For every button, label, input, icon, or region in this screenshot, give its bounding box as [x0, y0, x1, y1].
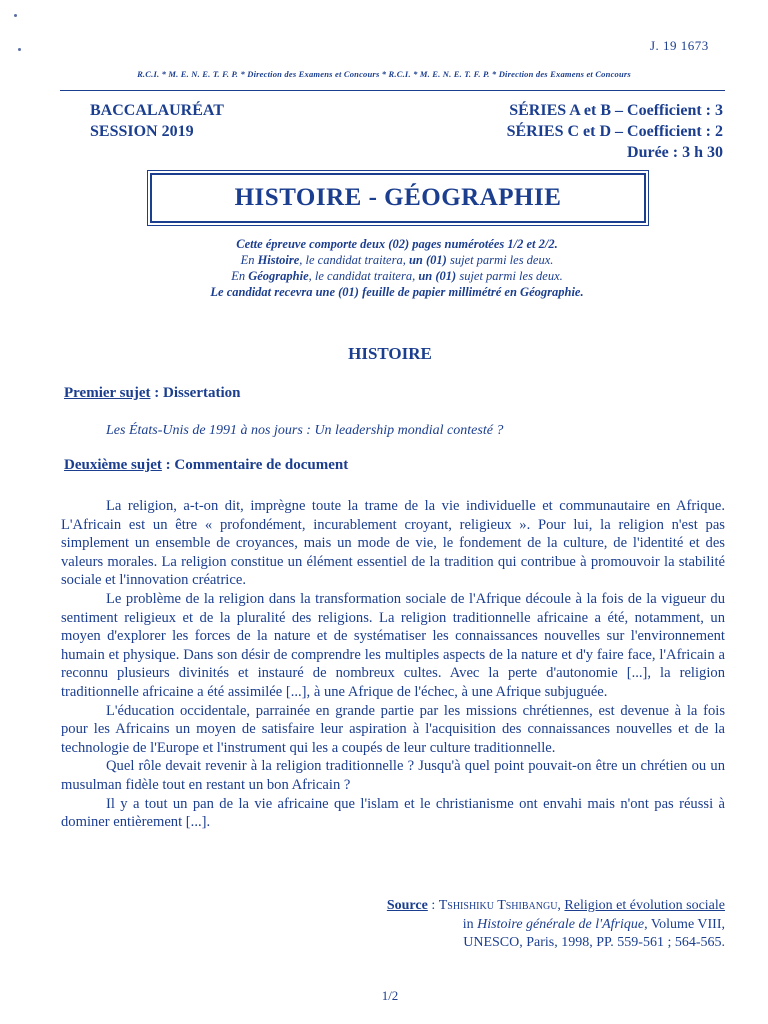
instruction-geography: [0, 268, 768, 284]
instruction-pages: Cette épreuve comporte deux (02) pages numérotées 1/2 et 2/2.: [236, 237, 558, 251]
section-heading: HISTOIRE: [348, 344, 432, 363]
instruction-text: , le candidat traitera,: [308, 269, 419, 283]
instruction-history: [0, 252, 768, 268]
source-line-2: [387, 916, 725, 935]
dissertation-prompt: Les États-Unis de 1991 à nos jours : Un leadership mondial contesté ?: [106, 423, 504, 438]
paragraph: Le problème de la religion dans la transformation sociale de l'Afrique découle à la fois de la vigueur du sentiment religieux et de la pluralité des religions. La religion traditionnelle africaine a été, notamment, un moyen d'explorer les forces de la nature et de systématiser les connaissances nouvelles sur l'environnement humain et physique. Dans son désir de comprendre les multiples aspects de la nature et d'y faire face, l'Africain a reconnu plusieurs divinités et instauré de nombreux cultes. Avec la perte d'autonomie [...], la religion traditionnelle africaine a été assimilée [...], à une Afrique de l'échec, à une Afrique subjuguée.: [61, 590, 725, 700]
source-citation: [387, 897, 725, 953]
instructions: [0, 236, 768, 300]
source-book: Histoire générale de l'Afrique: [477, 916, 645, 932]
exam-name: BACCALAURÉAT: [90, 102, 224, 119]
instruction-emphasis: un (01): [418, 269, 457, 283]
subject-title-box: [150, 173, 646, 223]
scan-speck: [14, 14, 17, 17]
source-volume: , Volume VIII,: [644, 916, 725, 932]
subject-title: HISTOIRE - GÉOGRAPHIE: [234, 184, 562, 211]
source-author: Tshishiku Tshibangu: [438, 898, 558, 913]
instruction-text: En: [231, 269, 249, 283]
source-in: in: [462, 916, 478, 932]
subject-separator: :: [161, 457, 175, 473]
source-work: Religion et évolution sociale: [564, 898, 725, 913]
instruction-text: sujet parmi les deux.: [456, 269, 563, 283]
document-text: [61, 497, 725, 832]
ministry-banner: R.C.I. * M. E. N. E. T. F. P. * Direction des Examens et Concours * R.C.I. * M. E. N. E. T. F. P. * Direction des Examens et Concours: [137, 69, 631, 79]
source-line-1: Source : Tshishiku Tshibangu, Religion et évolution sociale: [386, 898, 725, 913]
paragraph: Il y a tout un pan de la vie africaine que l'islam et le christianisme ont envahi mais n'ont pas réussi à dominer entièrement [...].: [61, 795, 725, 831]
series-cd: SÉRIES C et D – Coefficient : 2: [506, 123, 723, 140]
subject-1-label: Premier sujet: [64, 385, 151, 401]
instruction-emphasis: Géographie: [248, 269, 309, 283]
source-separator: :: [427, 898, 439, 913]
header-divider: [60, 90, 725, 91]
exam-duration: Durée : 3 h 30: [627, 144, 723, 161]
scan-speck: [18, 48, 21, 51]
subject-separator: :: [150, 385, 163, 401]
subject-2-label: Deuxième sujet: [64, 457, 162, 473]
instruction-text: En: [240, 253, 258, 267]
page-number: 1/2: [381, 988, 399, 1003]
series-ab: SÉRIES A et B – Coefficient : 3: [509, 102, 723, 119]
instruction-text: sujet parmi les deux.: [446, 253, 554, 267]
subject-2-heading: [64, 457, 348, 474]
paragraph: Quel rôle devait revenir à la religion traditionnelle ? Jusqu'à quel point pouvait-on être un chrétien ou un musulman fidèle tout en restant un bon Africain ?: [61, 758, 725, 793]
exam-info: [90, 100, 224, 142]
paragraph: La religion, a-t-on dit, imprègne toute la trame de la vie individuelle et communautaire en Afrique. L'Africain est un être « profondément, incurablement croyant, religieux ». Pour lui, la religion n'est pas simplement un ensemble de croyances, mais un mode de vie, le fondement de la culture, de l'identité et des valeurs morales. La religion constitue un élément essentiel de la tradition qui contribue à promouvoir la stabilité sociale et l'innovation créatrice.: [61, 498, 725, 589]
document-reference: J. 19 1673: [650, 38, 709, 53]
subject-2-type: Commentaire de document: [174, 457, 349, 473]
subject-1-heading: [64, 385, 241, 402]
source-label: Source: [386, 898, 428, 913]
paragraph: L'éducation occidentale, parrainée en grande partie par les missions chrétiennes, est devenue à la fois pour les Africains un moyen de satisfaire leur aspiration à l'acquisition des connaissances nouvelles et de la technologie de l'Europe et l'instrument qui les a coupés de leur culture traditionnelle.: [61, 702, 725, 756]
series-info: [507, 100, 723, 163]
instruction-emphasis: Histoire: [257, 253, 300, 267]
source-publisher: UNESCO, Paris, 1998, PP. 559-561 ; 564-565.: [463, 935, 725, 951]
instruction-text: , le candidat traitera,: [299, 253, 409, 267]
instruction-graph-paper: Le candidat recevra une (01) feuille de papier millimétré en Géographie.: [210, 285, 584, 299]
exam-session: SESSION 2019: [90, 123, 194, 140]
instruction-emphasis: un (01): [408, 253, 447, 267]
subject-1-type: Dissertation: [163, 385, 241, 401]
